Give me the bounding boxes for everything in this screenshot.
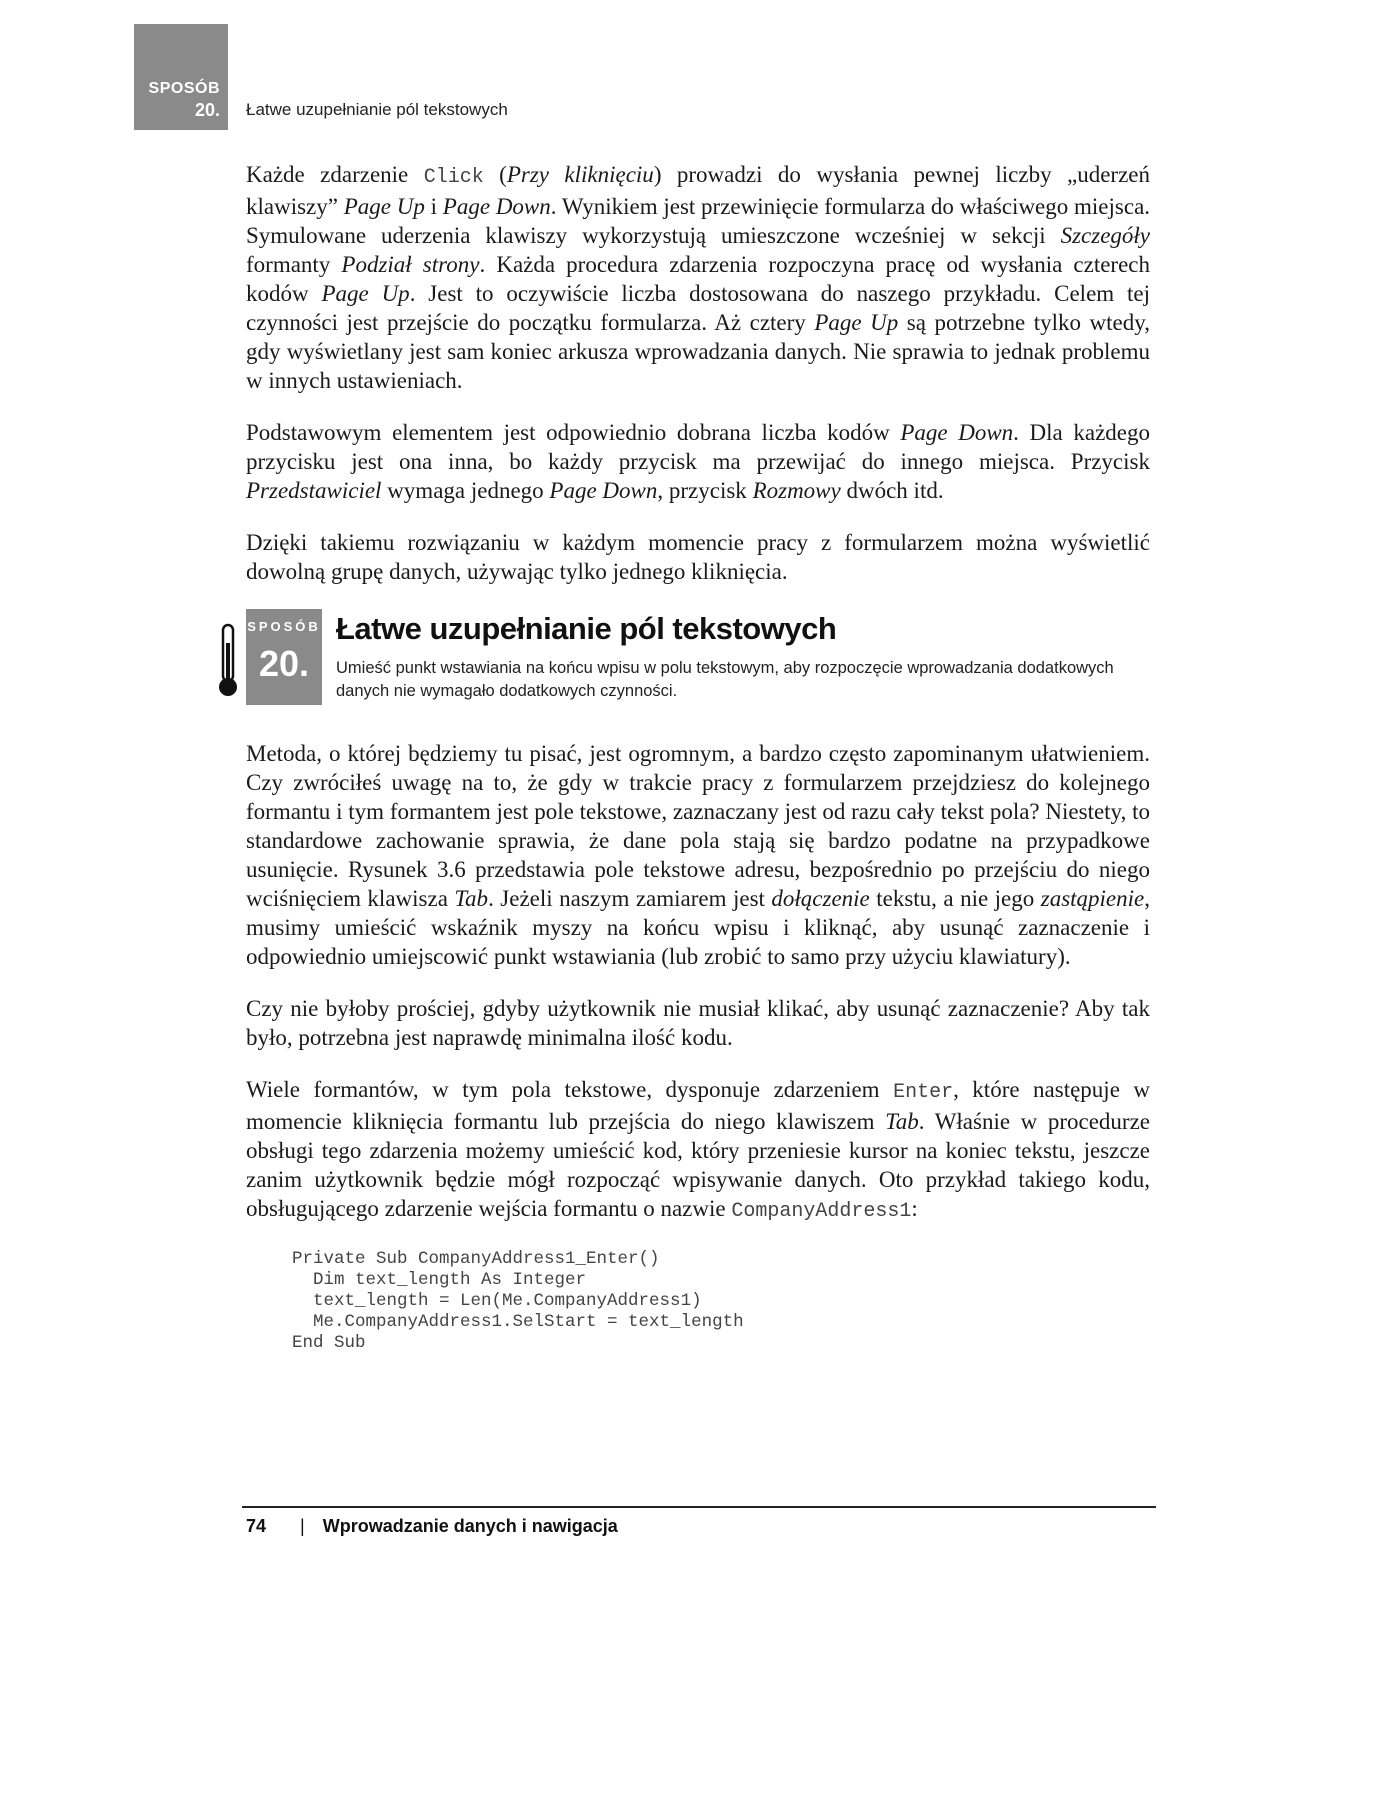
hack-title: Łatwe uzupełnianie pól tekstowych (336, 611, 837, 646)
running-header-title: Łatwe uzupełnianie pól tekstowych (246, 100, 508, 119)
text-run: są potrzebne tylko wtedy, gdy wyświetlany jest sam koniec arkusza wprowadzania danych. Nie sprawia to jednak problemu w innych ustawieniach. (246, 310, 1150, 393)
italic-text: Page Up (814, 310, 899, 335)
italic-text: dołączenie (771, 886, 870, 911)
code-listing: Private Sub CompanyAddress1_Enter() Dim text_length As Integer text_length = Len(Me.CompanyAddress1) Me.CompanyAddress1.SelStart = text_length End Sub (292, 1249, 744, 1353)
text-run: i (424, 194, 443, 219)
text-run: . Właśnie w procedurze obsługi tego zdarzenia możemy umieścić kod, który przeniesie kursor na koniec tekstu, jeszcze zanim użytkownik będzie mógł rozpocząć wpisywanie danych. Oto przykład takiego kodu, obsługującego zdarzenie wejścia formantu o nazwie (246, 1109, 1151, 1221)
inline-code: CompanyAddress1 (731, 1200, 912, 1223)
text-run: Metoda, o której będziemy tu pisać, jest ogromnym, a bardzo często zapominanym ułatwieniem. Czy zwróciłeś uwagę na to, że gdy w trakcie pracy z formularzem przejdziesz do kolejnego formantu i tym formantem jest pole tekstowe, zaznaczany jest od razu cały tekst pola? Niestety, to standardowe zachowanie sprawia, że dane pola stają się bardzo podatne na przypadkowe usunięcie. Rysunek 3.6 przedstawia pole tekstowe adresu, bezpośrednio po przejściu do niego wciśnięciem klawisza (246, 741, 1150, 911)
paragraph-3 (246, 528, 1150, 586)
text-run: . Każda procedura zdarzenia rozpoczyna pracę od wysłania czterech kodów (246, 252, 1150, 306)
text-run: . Jeżeli naszym zamiarem jest (488, 886, 772, 911)
italic-text: zastąpienie (1040, 886, 1145, 911)
paragraph-5 (246, 994, 1150, 1052)
text-run: formanty (246, 252, 342, 277)
hack-badge-number: 20. (258, 643, 310, 684)
text-run: tekstu, a nie jego (869, 886, 1041, 911)
italic-text: Tab (885, 1109, 919, 1134)
text-run: Wiele formantów, w tym pola tekstowe, dysponuje zdarzeniem (246, 1077, 894, 1102)
page-content (246, 160, 1150, 1354)
paragraph-1 (246, 160, 1150, 395)
text-run: ( (483, 162, 507, 187)
italic-text: Podział strony (341, 252, 480, 277)
text-run: : (911, 1196, 918, 1221)
header-hack-word: SPOSÓB (148, 80, 220, 97)
italic-text: Przy kliknięciu (506, 162, 654, 187)
page-number: 74 (246, 1516, 267, 1536)
text-run: . Jest to oczywiście liczba dostosowana do naszego przykładu. Celem tej czynności jest przejście do początku formularza. Aż cztery (246, 281, 1150, 335)
text-run: , musimy umieścić wskaźnik myszy na końcu wpisu i kliknąć, aby usunąć zaznaczenie i odpowiednio umiejscowić punkt wstawiania (lub zrobić to samo przy użyciu klawiatury). (246, 886, 1150, 969)
italic-text: Szczegóły (1060, 223, 1150, 248)
text-run: . Dla każdego przycisku jest ona inna, bo każdy przycisk ma przewijać do innego miejsca. Przycisk (246, 420, 1150, 474)
italic-text: Page Down (442, 194, 551, 219)
header-hack-tab (134, 24, 228, 130)
hack-heading (246, 609, 1150, 719)
text-run: ) prowadzi do wysłania pewnej liczby „uderzeń klawiszy” (246, 162, 1151, 219)
italic-text: Page Down (549, 478, 658, 503)
text-run: , przycisk (657, 478, 753, 503)
italic-text: Przedstawiciel (246, 478, 382, 503)
text-run: dwóch itd. (840, 478, 944, 503)
text-run: wymaga jednego (381, 478, 550, 503)
italic-text: Page Down (900, 420, 1014, 445)
chapter-title: Wprowadzanie danych i nawigacja (322, 1516, 618, 1536)
thermometer-icon (216, 623, 240, 699)
text-run: Czy nie byłoby prościej, gdyby użytkownik nie musiał klikać, aby usunąć zaznaczenie? Aby tak było, potrzebna jest naprawdę minimalna ilość kodu. (246, 996, 1150, 1050)
hack-subtitle: Umieść punkt wstawiania na końcu wpisu w polu tekstowym, aby rozpoczęcie wprowadzania dodatkowych danych nie wymagało dodatkowych czynności. (336, 659, 1114, 700)
inline-code: Enter (893, 1081, 954, 1104)
hack-badge (246, 609, 322, 705)
paragraph-2 (246, 418, 1150, 505)
page-footer (246, 1516, 618, 1537)
paragraph-6 (246, 1075, 1150, 1226)
footer-rule (242, 1506, 1156, 1508)
text-run: , które następuje w momencie kliknięcia formantu lub przejścia do niego klawiszem (246, 1077, 1151, 1134)
text-run: Podstawowym elementem jest odpowiednio dobrana liczba kodów (246, 420, 901, 445)
italic-text: Page Up (321, 281, 410, 306)
italic-text: Rozmowy (752, 478, 841, 503)
text-run: Dzięki takiemu rozwiązaniu w każdym momencie pracy z formularzem można wyświetlić dowolną grupę danych, używając tylko jednego kliknięcia. (246, 530, 1150, 584)
text-run: Każde zdarzenie (246, 162, 424, 187)
italic-text: Tab (454, 886, 489, 911)
italic-text: Page Up (343, 194, 425, 219)
paragraph-4 (246, 739, 1150, 971)
inline-code: Click (423, 166, 484, 189)
hack-badge-word: SPOSÓB (247, 619, 321, 634)
footer-separator: | (300, 1516, 305, 1536)
text-run: . Wynikiem jest przewinięcie formularza do właściwego miejsca. Symulowane uderzenia klawiszy wykorzystują umieszczone wcześniej w sekcji (246, 194, 1151, 248)
header-hack-number: 20. (194, 100, 220, 120)
